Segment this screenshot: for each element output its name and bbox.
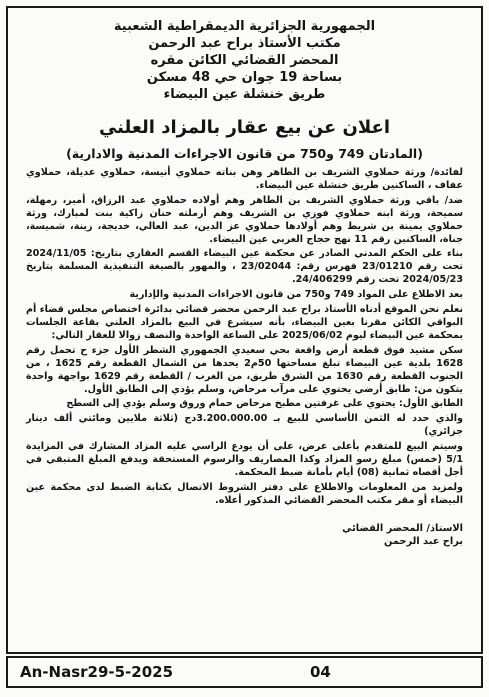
paragraph-announcement: نعلم نحن الموقع أدناه الأستاذ براح عبد الرحمن محضر قضائي بدائرة اختصاص مجلس قضاء أم البواقي الكائن مقرنا بعين البيضاء، بأنه سيشرع في البيع بالمزاد العلني بقاعة الجلسات بمحكمة عين البيضاء ليوم 2025/06/02 على الساعة الواحدة والنصف زوالا للعقار التالي:: [26, 304, 463, 341]
page-number: 04: [310, 663, 331, 681]
paragraph-sale-terms: وسيتم البيع للمتقدم بأعلى عرض، على أن يودع الراسي عليه المزاد المشارك في المزايدة 5/1 (خمس) مبلغ رسو المزاد وكذا المصاريف والرسوم المستحقة ويدفع المبلغ المتبقي في أجل أقصاه ثمانية (08) أيام بأمانة ضبط المحكمة.: [26, 441, 463, 478]
notice-subtitle: (المادتان 749 و750 من قانون الاجراءات المدنية والادارية): [66, 146, 423, 161]
issue-date: An-Nasr29-5-2025: [20, 663, 174, 681]
header-bailiff: المحضر القضائي الكائن مقره: [150, 53, 339, 68]
legal-notice-frame: [6, 6, 483, 654]
paragraph-beneficiaries: لفائدة/ ورثة حملاوي الشريف بن الطاهر وهن بناته حملاوي أنيسة، حملاوي عديلة، حملاوي عفاف ، الساكنين طريق خنشلة عين البيضاء.: [26, 167, 463, 191]
paragraph-base-price: والذي حدد له الثمن الأساسي للبيع بـ 3.200.000.00دج (ثلاثة ملايين ومائتي ألف دينار جزائري): [26, 413, 463, 438]
signature-name: براح عبد الرحمن: [384, 535, 463, 547]
signature-block: [26, 522, 463, 548]
header-office: مكتب الأستاذ براح عبد الرحمن: [148, 36, 341, 51]
header-republic: الجمهورية الجزائرية الديمقراطية الشعبية: [113, 19, 376, 34]
paragraph-contact: ولمزيد من المعلومات والاطلاع على دفتر الشروط الاتصال بكتابة الضبط لدى محكمة عين البيضاء أو مقر مكتب المحضر القضائي المذكور أعلاه.: [26, 481, 463, 506]
header-address-1: بساحة 19 جوان حي 48 مسكن: [146, 70, 343, 85]
paragraph-first-floor: الطابق الأول: يحتوي على غرفتين مطبخ مرحاض حمام وروق وسلم يؤدي إلى السطح: [66, 398, 463, 410]
header-address-2: طريق خنشلة عين البيضاء: [163, 87, 326, 102]
paragraph-defendants: ضد/ باقي ورثة حملاوي الشريف بن الطاهر وهم أولاده حملاوي عبد الرزاق، أمير، رمهلة، سميحة، ورثة ابنه حملاوي فوزي بن الشريف وهم أرملته حنان زاكية بنت لمبارك، ورثة حملاوي يمينة بن شريط وهم أولادها حملاوي عز الدين، عبد العالي، خديجة، زينة، شميسة، جناة، الساكنين رقم 11 نهج حجاج العربي عين البيضاء.: [26, 194, 463, 245]
notice-header: [26, 18, 463, 103]
notice-body: [26, 167, 463, 508]
signature-role: الاستاذ/ المحضر القضائي: [342, 522, 463, 534]
paragraph-judgment: بناء على الحكم المدني الصادر عن محكمة عين البيضاء القسم العقاري بتاريخ: 2024/11/05 تحت رقم 23/01210 فهرس رقم: 23/02044 ، والمهور بالصيغة التنفيذية المسلمة بتاريخ 2024/05/23 تحت رقم 24/406299.: [26, 248, 463, 286]
paragraph-property: سكن مشيد فوق قطعة أرض واقعة بحي سعيدي الجمهوري الشطر الأول جزء ح تحمل رقم 1628 بلدية عين البيضاء تبلغ مساحتها 50م2 يحدها من الشمال القطعة رقم 1625 ، من الجنوب القطعة رقم 1630 من الشرق طريق، من الغرب / القطعة رقم 1629 بواجهة واحدة يتكون من: طابق أرضي يحتوي على مرآب مرحاض، وسلم يؤدي إلى الطابق الأول.: [26, 344, 463, 395]
notice-title: اعلان عن بيع عقار بالمزاد العلني: [98, 117, 391, 138]
page-footer: [6, 656, 483, 688]
paragraph-legal-basis: بعد الاطلاع على المواد 749 و750 من قانون الاجراءات المدنية والإدارية: [129, 289, 463, 301]
